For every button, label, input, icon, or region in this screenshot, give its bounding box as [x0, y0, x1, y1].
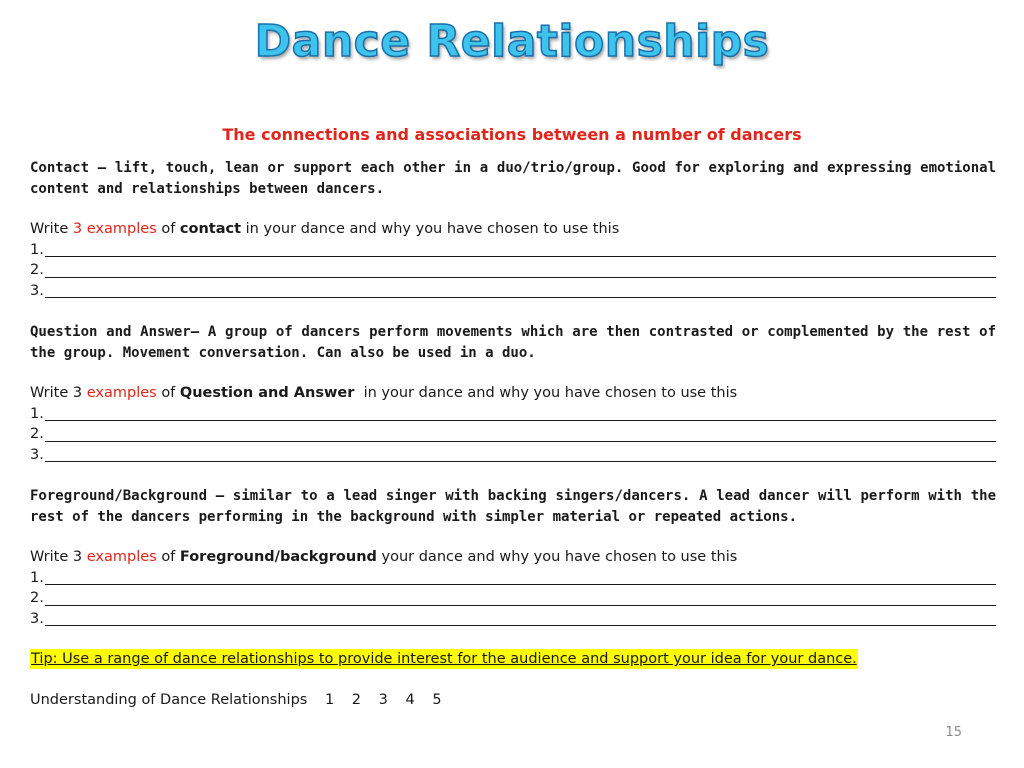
- answer-line[interactable]: [30, 609, 996, 630]
- prompt-examples: examples: [86, 221, 157, 237]
- answer-rule: [45, 297, 996, 298]
- rating-option-5[interactable]: 5: [432, 692, 442, 708]
- subtitle: The connections and associations between a number of dancers: [222, 125, 802, 144]
- line-number: 1.: [30, 405, 44, 422]
- rating-option-3[interactable]: 3: [378, 692, 388, 708]
- prompt-of: of: [161, 549, 176, 565]
- prompt-before: Write: [30, 221, 69, 237]
- prompt-after: in your dance and why you have chosen to use this: [245, 221, 620, 237]
- prompt-examples: examples: [86, 549, 157, 565]
- page-title: Dance Relationships: [254, 16, 770, 67]
- understanding-label: Understanding of Dance Relationships: [30, 692, 308, 708]
- prompt-text: [30, 219, 996, 240]
- line-number: 2.: [30, 426, 44, 442]
- page-number: 15: [945, 725, 962, 740]
- definition-text: Contact – lift, touch, lean or support each other in a duo/trio/group. Good for exploring and expressing emotional content and relationships between dancers.: [30, 160, 996, 197]
- section-contact-definition: [30, 158, 996, 199]
- section-contact-prompt: [30, 219, 996, 301]
- answer-line[interactable]: [30, 445, 996, 466]
- prompt-examples: examples: [86, 385, 157, 401]
- section-foreground-background-definition: [30, 486, 996, 527]
- section-question-answer-prompt: [30, 383, 996, 465]
- line-number: 1.: [30, 241, 44, 258]
- answer-rule: [45, 584, 996, 585]
- prompt-after: your dance and why you have chosen to use this: [381, 549, 738, 565]
- prompt-after: in your dance and why you have chosen to use this: [363, 385, 738, 401]
- section-question-answer-definition: [30, 322, 996, 363]
- line-number: 3.: [30, 446, 44, 463]
- line-number: 1.: [30, 569, 44, 586]
- rating-option-1[interactable]: 1: [324, 692, 335, 708]
- line-number: 3.: [30, 610, 44, 627]
- prompt-keyword: Foreground/background: [179, 549, 377, 565]
- rating-option-2[interactable]: 2: [351, 692, 362, 708]
- answer-line[interactable]: [30, 260, 996, 281]
- answer-rule: [45, 605, 996, 606]
- section-foreground-background-prompt: [30, 547, 996, 629]
- prompt-before: Write 3: [30, 549, 83, 565]
- prompt-of: of: [161, 385, 176, 401]
- answer-line[interactable]: [30, 404, 996, 425]
- answer-rule: [45, 461, 996, 462]
- answer-line[interactable]: [30, 588, 996, 609]
- definition-text: Foreground/Background – similar to a lead singer with backing singers/dancers. A lead dancer will perform with the rest of the dancers performing in the background with simpler material or repeated actions.: [30, 488, 996, 525]
- answer-line[interactable]: [30, 240, 996, 261]
- rating-option-4[interactable]: 4: [405, 692, 415, 708]
- prompt-text: [30, 383, 996, 404]
- definition-text: Question and Answer– A group of dancers perform movements which are then contrasted or complemented by the rest of the group. Movement conversation. Can also be used in a duo.: [30, 324, 996, 361]
- answer-rule: [45, 277, 996, 278]
- answer-rule: [45, 441, 996, 442]
- prompt-of: of: [161, 221, 176, 237]
- prompt-before: Write 3: [30, 385, 83, 401]
- prompt-count: 3: [72, 221, 83, 237]
- prompt-keyword: Question and Answer: [179, 385, 355, 401]
- answer-rule: [45, 625, 996, 626]
- answer-line[interactable]: [30, 281, 996, 302]
- answer-rule: [45, 420, 996, 421]
- prompt-text: [30, 547, 996, 568]
- tip-highlight: Tip: Use a range of dance relationships to provide interest for the audience and support your idea for your dance.: [31, 651, 857, 667]
- understanding-scale: [30, 690, 442, 710]
- line-number: 2.: [30, 590, 44, 606]
- line-number: 3.: [30, 282, 44, 299]
- prompt-keyword: contact: [179, 221, 242, 237]
- answer-line[interactable]: [30, 424, 996, 445]
- answer-line[interactable]: [30, 568, 996, 589]
- answer-rule: [45, 256, 996, 257]
- line-number: 2.: [30, 262, 44, 278]
